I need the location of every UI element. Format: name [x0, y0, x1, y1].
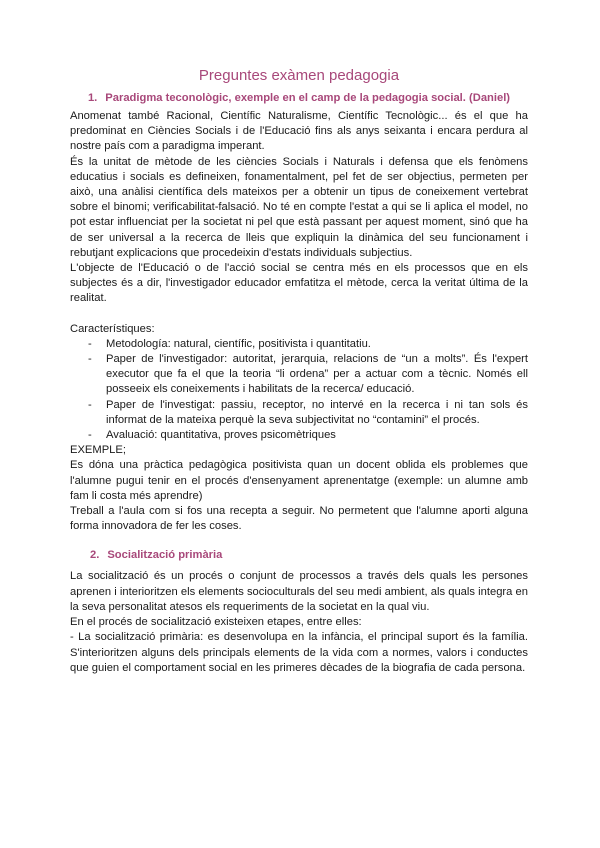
- list-item: [70, 428, 528, 443]
- bullet-dash: -: [88, 353, 92, 366]
- list-item-text: Paper de l'investigador: autoritat, jerarquia, relacions de “un a molts”. És l'expert executor que fa el que la teoria “li ordena” per a actuar com a tècnic. Només ell posseeix els coneixements i habilitats de la recerca/ educació.: [106, 353, 528, 396]
- list-item-text: Avaluació: quantitativa, proves psicomètriques: [106, 429, 336, 442]
- section-1-paragraph-3: L'objecte de l'Educació o de l'acció social se centra més en els processos que en els subjectes és a dir, l'investigador educador emfatitza el mètode, cerca la veritat última de la realitat.: [70, 262, 528, 305]
- characteristics-label: Característiques:: [70, 322, 155, 335]
- section-2-heading: [70, 548, 528, 563]
- section-1-paragraph-2: És la unitat de mètode de les ciències Socials i Naturals i defensa que els fenòmens educatius i socials es defineixen, fonamentalment, pel fet de ser objectius, permeten per això, una anàlisi científica dels mateixos per a obtenir un tipus de coneixement vertebrat sobre el binomi; verificabilitat-falsació. No té en compte l'estat a qui se li aplica el model, no pot estar influenciat per la societat ni pel que està passant per aquest moment, sinó que ha de ser universal a la recerca de lleis que expliquin la dinàmica del seu funcionament i rebutjant explicacions que procedeixin d'estats individuals subjectius.: [70, 155, 528, 259]
- list-item-text: Metodología: natural, científic, positivista i quantitatiu.: [106, 337, 371, 350]
- section-2-paragraph-2: En el procés de socialització existeixen etapes, entre elles:: [70, 616, 362, 629]
- section-1-paragraph-1: Anomenat també Racional, Científic Naturalisme, Científic Tecnològic... és el que ha predominat en Ciències Socials i de l'Educació fins als anys seixanta i encara perdura al nostre país com a paradigma imperant.: [70, 110, 528, 153]
- list-item: [70, 398, 528, 428]
- blank-line: [70, 307, 528, 322]
- list-item: [70, 352, 528, 398]
- section-1-title: Paradigma teconològic, exemple en el camp de la pedagogia social. (Daniel): [105, 92, 511, 104]
- bullet-dash: -: [88, 398, 92, 411]
- section-1-number: 1.: [87, 92, 98, 104]
- list-item-text: Paper de l'investigat: passiu, receptor, no intervé en la recerca i ni tan sols és informat de la mateixa perquè la seva subjectivitat no “contamini” el procés.: [106, 398, 528, 426]
- section-2-paragraph-1: La socialització és un procés o conjunt de processos a través dels quals les persones aprenen i interioritzen els elements socioculturals del seu medi ambient, als quals integra en la seva personalitat atesos els requeriments de la societat en la qual viu.: [70, 570, 528, 613]
- document-title: Preguntes exàmen pedagogia: [198, 67, 400, 84]
- bullet-dash: -: [88, 429, 92, 442]
- document-page: [70, 66, 528, 676]
- example-paragraph-1: Es dóna una pràctica pedagògica positivista quan un docent oblida els problemes que l'alumne pugui tenir en el procés d'ensenyament aprenentatge (exemple: un alumne amb fam li costa més aprendre): [70, 459, 528, 502]
- section-2-paragraph-3: - La socialització primària: es desenvolupa en la infància, el principal suport és la família. S'interioritzen alguns dels principals elements de la vida com a normes, valors i conductes que guien el comportament social en les primeres dècades de la biografia de cada persona.: [70, 631, 528, 674]
- section-2-number: 2.: [90, 549, 100, 562]
- section-1-heading: [70, 91, 528, 106]
- example-paragraph-2: Treball a l'aula com si fos una recepta a seguir. No permetent que l'alumne aporti alguna forma innovadora de fer les coses.: [70, 505, 528, 533]
- characteristics-list: [70, 337, 528, 443]
- example-label: EXEMPLE;: [70, 444, 126, 457]
- bullet-dash: -: [88, 337, 92, 350]
- list-item: [70, 337, 528, 352]
- section-2-title: Socialització primària: [107, 549, 223, 562]
